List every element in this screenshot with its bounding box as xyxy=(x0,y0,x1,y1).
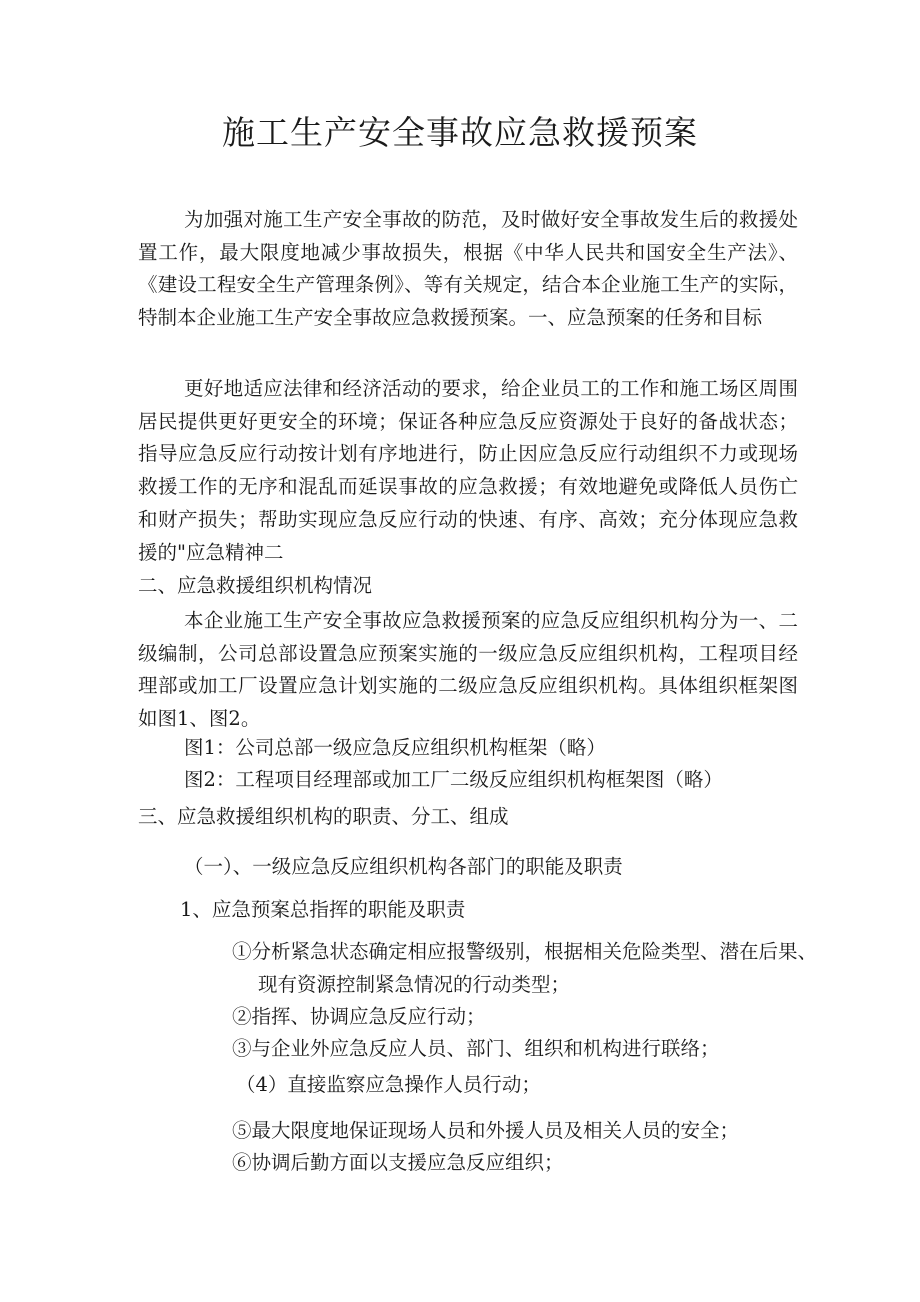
duty-item: ①分析紧急状态确定相应报警级别，根据相关危险类型、潜在后果、现有资源控制紧急情况的行动类型； xyxy=(232,940,818,996)
section-2-body: 本企业施工生产安全事故应急救援预案的应急反应组织机构分为一、二级编制，公司总部设置急应预案实施的一级应急反应组织机构，工程项目经理部或加工厂设置应急计划实施的二级应急反应组织机构。具体组织框架图如图1、图2。 xyxy=(138,609,798,731)
figure-1-caption: 图1：公司总部一级应急反应组织机构框架（略） xyxy=(184,736,606,759)
duty-item: ③与企业外应急反应人员、部门、组织和机构进行联络； xyxy=(232,1037,720,1060)
document-title: 施工生产安全事故应急救援预案 xyxy=(222,113,698,152)
duty-item: （4）直接监察应急操作人员行动； xyxy=(236,1073,541,1096)
subsection-1-heading: （一）、一级应急反应组织机构各部门的职能及职责 xyxy=(184,855,623,878)
item-1-heading: 1、应急预案总指挥的职能及职责 xyxy=(180,898,466,921)
intro-paragraph: 为加强对施工生产安全事故的防范，及时做好安全事故发生后的救援处置工作，最大限度地减少事故损失，根据《中华人民共和国安全生产法》、《建设工程安全生产管理条例》、等有关规定，结合本企业施工生产的实际，特制本企业施工生产安全事故应急救援预案。一、应急预案的任务和目标 xyxy=(138,208,798,330)
goals-paragraph: 更好地适应法律和经济活动的要求，给企业员工的工作和施工场区周围居民提供更好更安全的环境；保证各种应急反应资源处于良好的备战状态；指导应急反应行动按计划有序地进行，防止因应急反应行动组织不力或现场救援工作的无序和混乱而延误事故的应急救援；有效地避免或降低人员伤亡和财产损失；帮助实现应急反应行动的快速、有序、高效；充分体现应急救援的"应急精神二 xyxy=(138,377,798,564)
duty-item: ②指挥、协调应急反应行动； xyxy=(232,1005,486,1028)
section-2-heading: 二、应急救援组织机构情况 xyxy=(138,574,373,597)
figure-2-caption: 图2：工程项目经理部或加工厂二级反应组织机构框架图（略） xyxy=(184,768,723,791)
duty-item: ⑥协调后勤方面以支援应急反应组织； xyxy=(232,1151,564,1174)
section-3-heading: 三、应急救援组织机构的职责、分工、组成 xyxy=(138,805,509,828)
duty-item: ⑤最大限度地保证现场人员和外援人员及相关人员的安全； xyxy=(232,1119,740,1142)
